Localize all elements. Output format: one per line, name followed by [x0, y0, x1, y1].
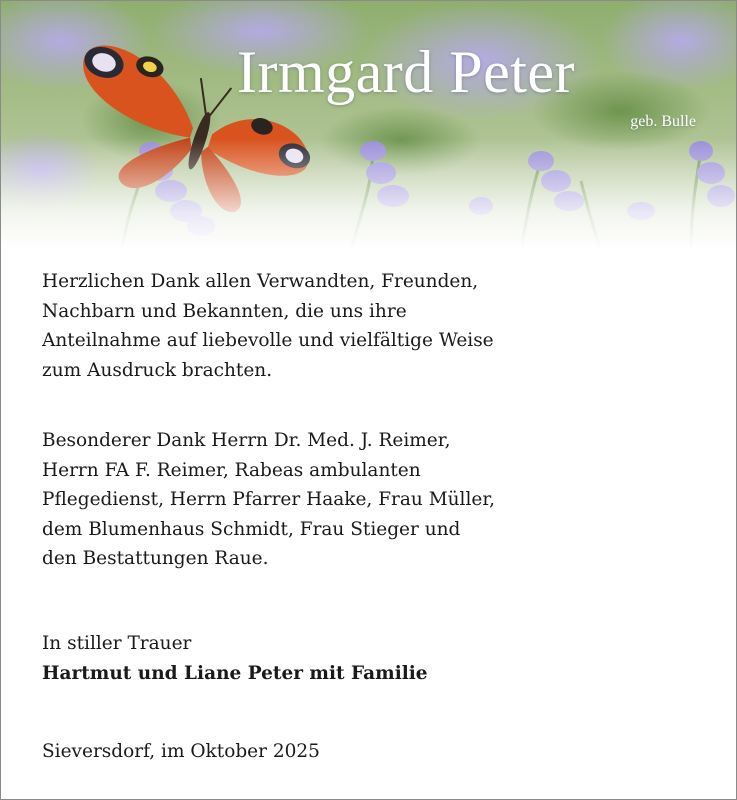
text-line: Besonderer Dank Herrn Dr. Med. J. Reimer,	[42, 430, 451, 451]
deceased-name: Irmgard Peter	[237, 39, 576, 105]
mourning-intro: In stiller Trauer	[42, 633, 192, 654]
text-line: Herrn FA F. Reimer, Rabeas ambulanten	[42, 459, 421, 481]
family-names: Hartmut und Liane Peter mit Familie	[42, 663, 428, 684]
text-line: Anteilnahme auf liebevolle und vielfältige Weise	[42, 330, 494, 351]
text-line: zum Ausdruck brachten.	[42, 359, 273, 381]
place-date: Sieversdorf, im Oktober 2025	[42, 741, 320, 762]
text-line: Nachbarn und Bekannten, die uns ihre	[42, 300, 407, 322]
special-thanks-paragraph	[42, 426, 702, 574]
thanks-paragraph	[42, 267, 702, 385]
text-line: dem Blumenhaus Schmidt, Frau Stieger und	[42, 518, 461, 540]
birth-name: geb. Bulle	[630, 113, 696, 130]
text-line: den Bestattungen Raue.	[42, 548, 269, 569]
text-line: Herzlichen Dank allen Verwandten, Freunden,	[42, 271, 479, 292]
text-line: Pflegedienst, Herrn Pfarrer Haake, Frau Müller,	[42, 489, 496, 510]
